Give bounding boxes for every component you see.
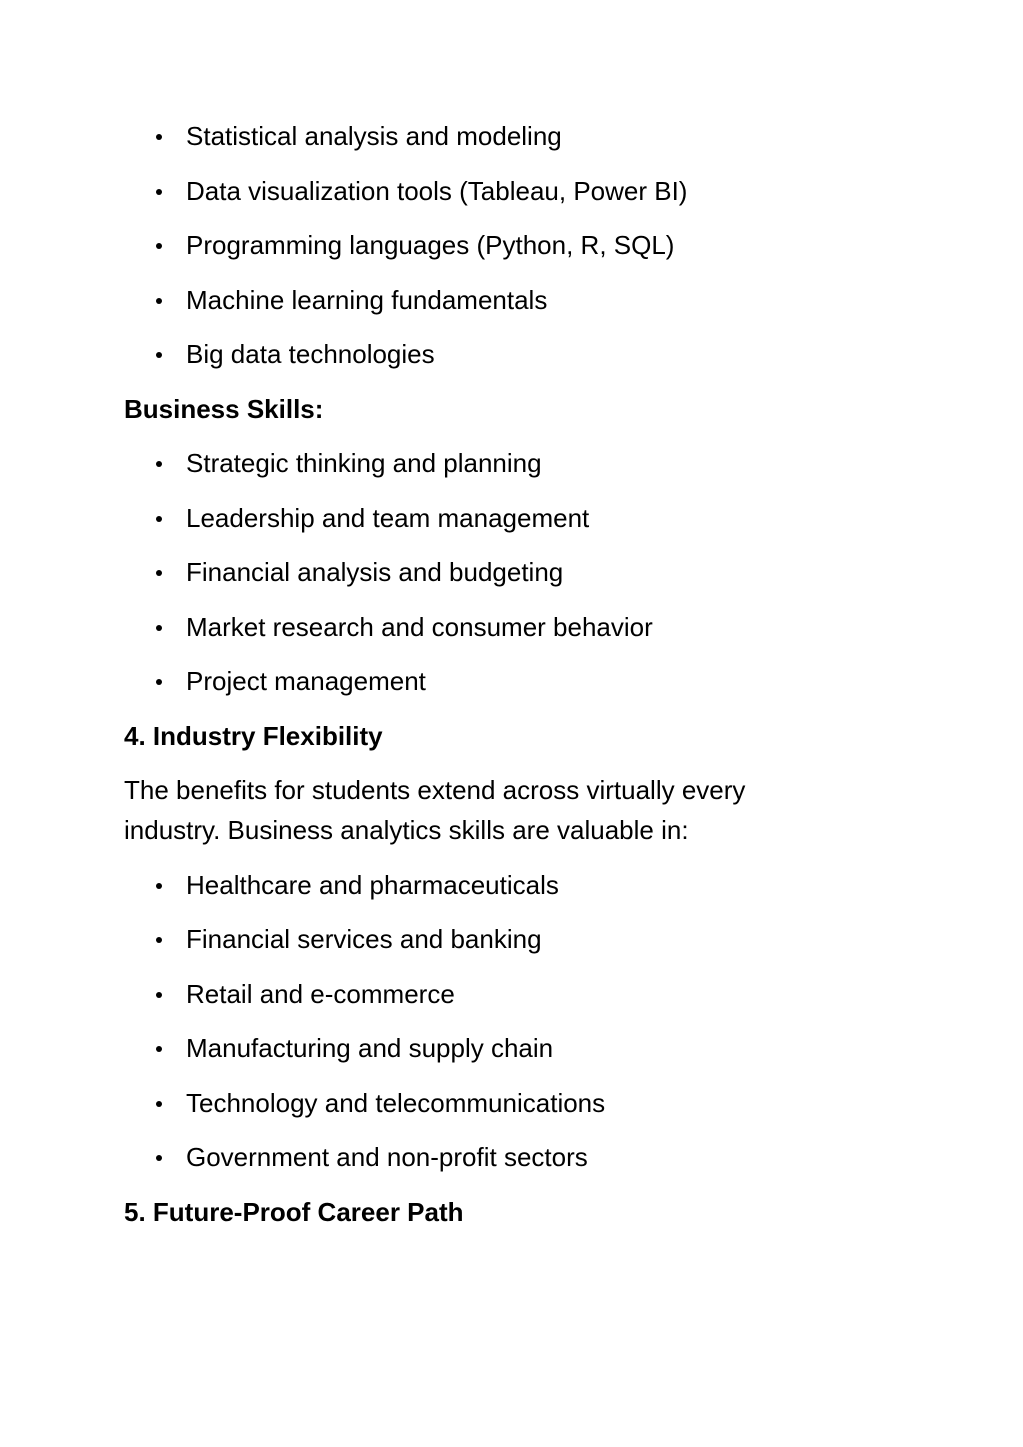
bullet-icon [156,243,162,249]
bullet-icon [156,189,162,195]
technical-skills-list [124,116,884,374]
bullet-icon [156,134,162,140]
bullet-icon [156,937,162,943]
document-content [124,116,884,1246]
bullet-icon [156,461,162,467]
section-heading-industry-flexibility: 4. Industry Flexibility [124,720,383,751]
section-heading-future-proof-career: 5. Future-Proof Career Path [124,1196,464,1227]
list-item-text: Financial analysis and budgeting [186,557,564,587]
industry-flexibility-paragraph [124,770,884,850]
list-item-text: Technology and telecommunications [186,1087,606,1118]
list-item [124,1137,884,1177]
list-item-text: Data visualization tools (Tableau, Power BI) [186,175,688,206]
list-item [124,171,884,211]
paragraph-line: The benefits for students extend across virtually every [124,775,746,805]
list-item-text: Programming languages (Python, R, SQL) [186,230,675,260]
bullet-icon [156,1101,162,1107]
bullet-icon [156,1155,162,1161]
list-item-text: Machine learning fundamentals [186,284,548,315]
business-skills-heading: Business Skills: [124,393,324,424]
industries-list [124,865,884,1178]
list-item [124,1083,884,1123]
list-item [124,443,884,483]
business-skills-list [124,443,884,701]
list-item [124,974,884,1014]
list-item [124,865,884,905]
bullet-icon [156,1046,162,1052]
list-item [124,225,884,265]
list-item-text: Manufacturing and supply chain [186,1033,554,1063]
bullet-icon [156,992,162,998]
list-item-text: Project management [186,666,426,696]
list-item [124,116,884,156]
list-item-text: Government and non-profit sectors [186,1142,588,1172]
list-item-text: Financial services and banking [186,924,542,954]
bullet-icon [156,570,162,576]
paragraph-line: industry. Business analytics skills are valuable in: [124,815,689,845]
list-item-text: Retail and e-commerce [186,978,455,1009]
list-item-text: Leadership and team management [186,502,590,533]
bullet-icon [156,352,162,358]
list-item-text: Market research and consumer behavior [186,611,653,642]
list-item [124,919,884,959]
list-item [124,280,884,320]
bullet-icon [156,516,162,522]
list-item [124,1028,884,1068]
list-item-text: Big data technologies [186,339,435,369]
list-item [124,498,884,538]
list-item-text: Healthcare and pharmaceuticals [186,869,559,900]
bullet-icon [156,883,162,889]
list-item [124,552,884,592]
bullet-icon [156,298,162,304]
list-item [124,661,884,701]
bullet-icon [156,625,162,631]
bullet-icon [156,679,162,685]
list-item [124,334,884,374]
list-item [124,607,884,647]
list-item-text: Statistical analysis and modeling [186,121,562,151]
list-item-text: Strategic thinking and planning [186,448,542,478]
